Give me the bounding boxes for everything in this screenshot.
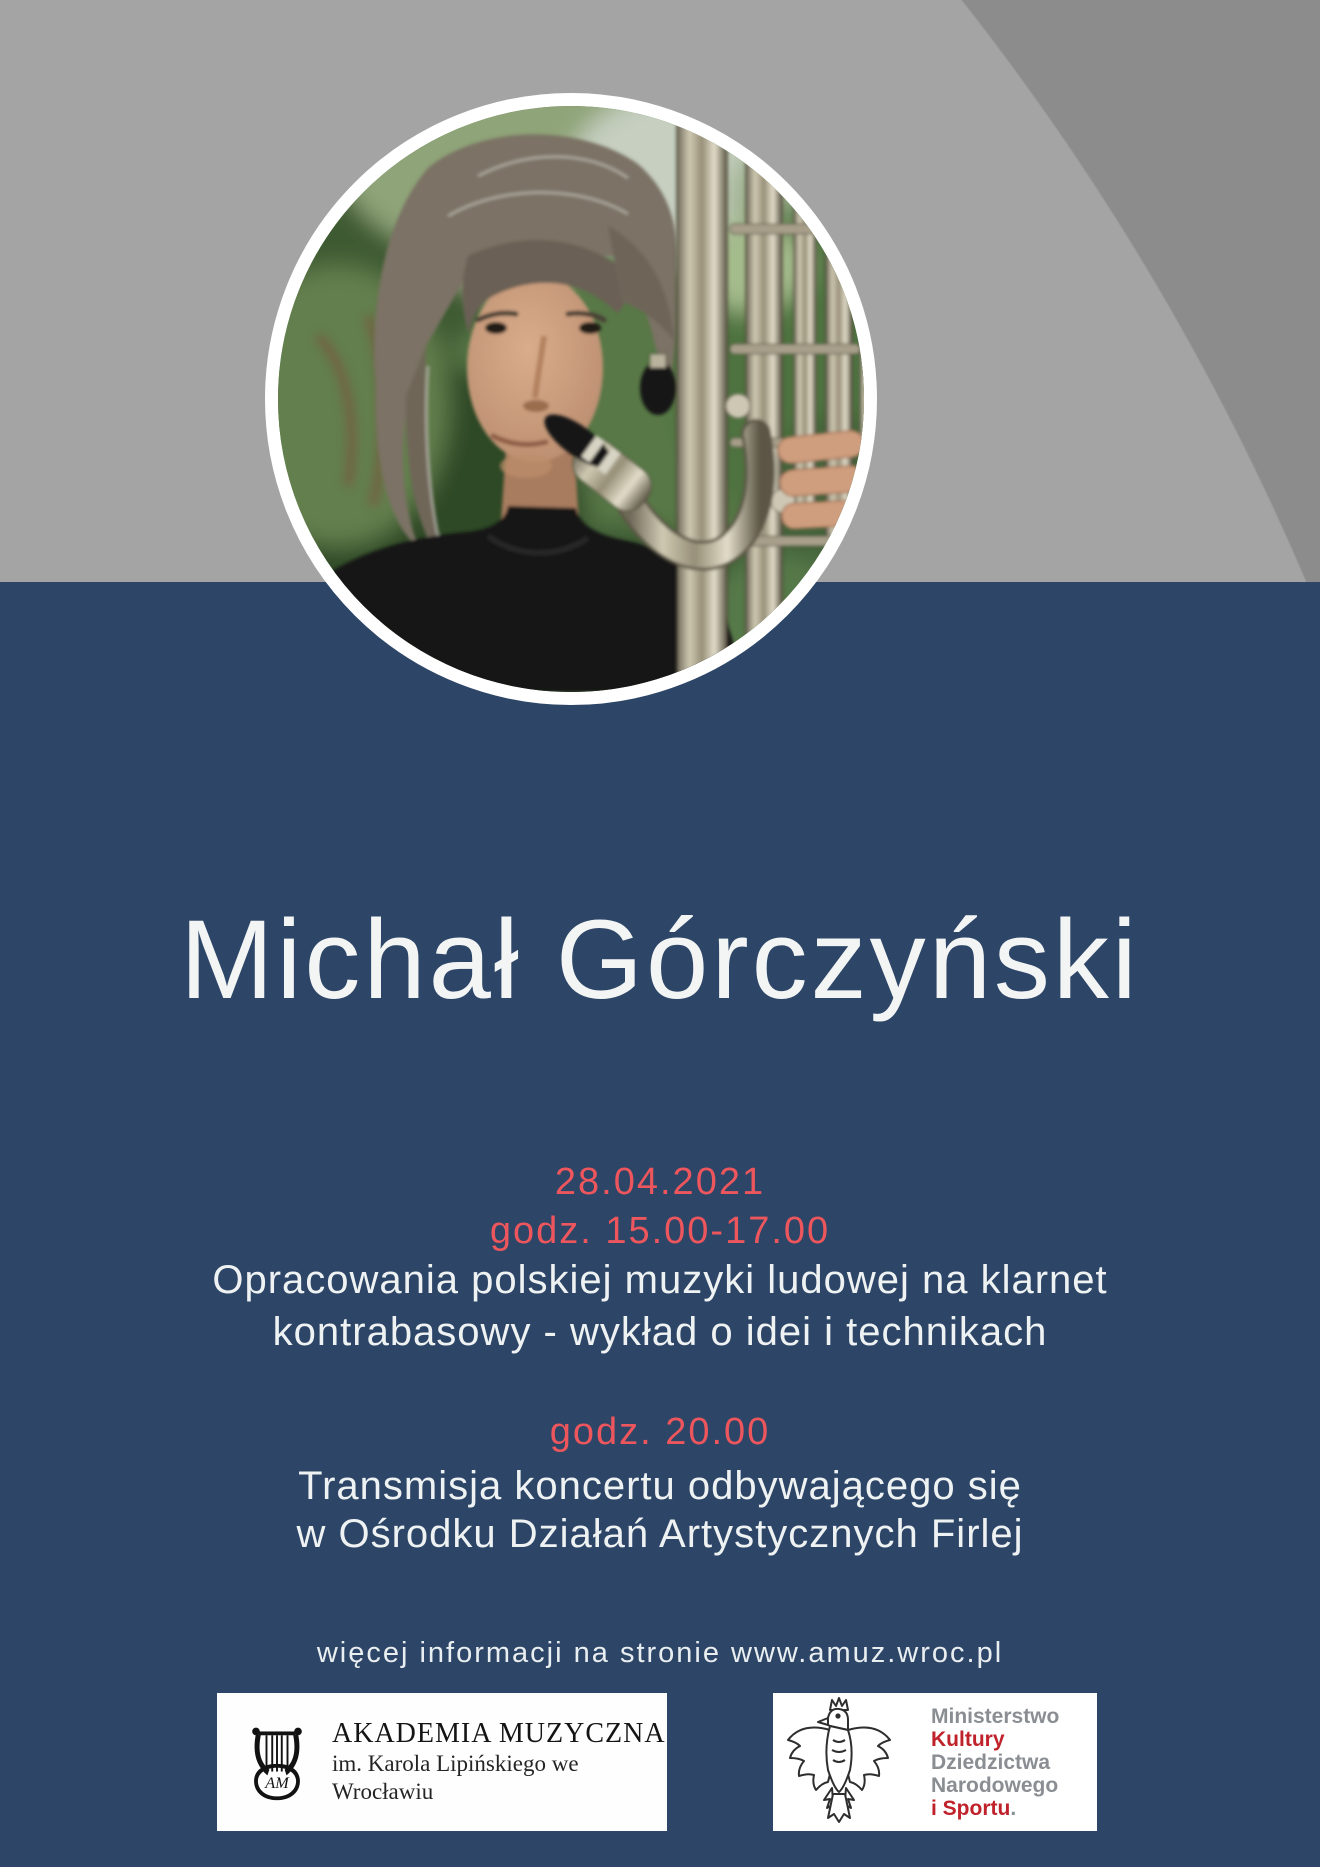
session1-description-line2: kontrabasowy - wykład o idei i technikach <box>272 1310 1048 1354</box>
academy-name: AKADEMIA MUZYCZNA <box>332 1718 666 1749</box>
artist-name: Michał Górczyński <box>180 897 1140 1022</box>
session1-time: godz. 15.00-17.00 <box>489 1210 831 1252</box>
ministry-logo <box>773 1693 1097 1831</box>
artist-photo <box>265 93 877 705</box>
event-date: 28.04.2021 <box>554 1161 766 1203</box>
academy-monogram: AM <box>265 1773 289 1792</box>
session1-description-line1: Opracowania polskiej muzyki ludowej na klarnet <box>212 1258 1108 1302</box>
session2-description-line2: w Ośrodku Działań Artystycznych Firlej <box>296 1512 1024 1556</box>
session2-time: godz. 20.00 <box>549 1411 771 1453</box>
ministry-line-5-text: i Sportu <box>931 1796 1011 1820</box>
ministry-line-1: Ministerstwo <box>931 1704 1060 1728</box>
academy-subtitle: im. Karola Lipińskiego we Wrocławiu <box>332 1751 579 1804</box>
artist-photo-illustration <box>278 106 864 692</box>
polish-eagle-icon <box>775 1696 901 1828</box>
ministry-line-3: Dziedzictwa <box>931 1750 1051 1774</box>
ministry-line-5-dot: . <box>1010 1796 1017 1820</box>
ministry-line-2: Kultury <box>931 1727 1005 1751</box>
ministry-line-5 <box>931 1797 1059 1820</box>
academy-logo <box>217 1693 667 1831</box>
lyre-icon <box>246 1720 308 1804</box>
more-info-note: więcej informacji na stronie www.amuz.wroc.pl <box>316 1637 1004 1669</box>
ministry-line-4: Narodowego <box>931 1773 1059 1797</box>
session2-description-line1: Transmisja koncertu odbywającego się <box>298 1464 1022 1508</box>
